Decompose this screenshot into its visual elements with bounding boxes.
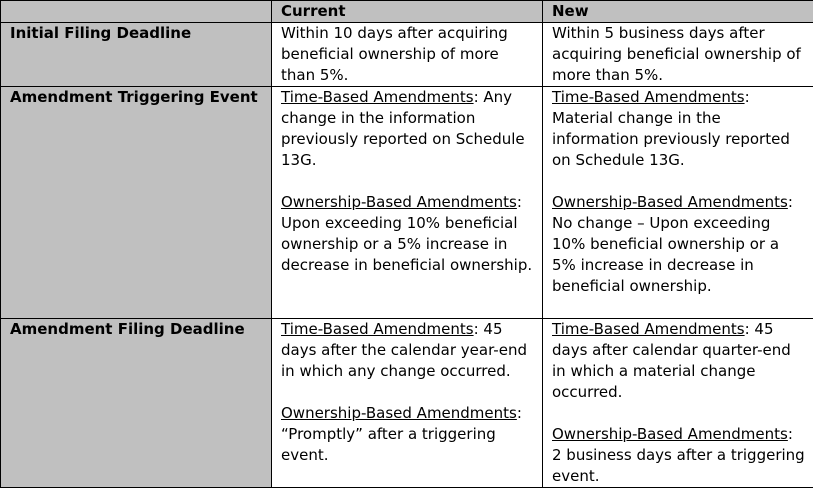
paragraph-ownership-based [552,192,805,297]
heading-time-based: Time-Based Amendments [552,88,745,106]
heading-time-based: Time-Based Amendments [552,320,745,338]
heading-ownership-based: Ownership-Based Amendments [281,404,517,422]
heading-ownership-based: Ownership-Based Amendments [552,425,788,443]
paragraph-ownership-based [281,403,534,466]
heading-time-based: Time-Based Amendments [281,320,474,338]
header-corner-cell [1,1,272,23]
cell-new-initial-filing: Within 5 business days after acquiring beneficial ownership of more than 5%. [543,23,813,87]
table-row [1,319,813,488]
heading-time-based: Time-Based Amendments [281,88,474,106]
heading-ownership-based: Ownership-Based Amendments [281,193,517,211]
paragraph-ownership-based [552,424,805,487]
text-time-based: : Material change in the information previously reported on Schedule 13G. [552,88,790,169]
text-ownership-based: : Upon exceeding 10% beneficial ownership or a 5% increase in decrease in beneficial ownership. [281,193,532,274]
header-row [1,1,813,23]
text-time-based: : 45 days after calendar quarter-end in which a material change occurred. [552,320,791,401]
table-row [1,87,813,319]
paragraph-gap [281,382,534,403]
paragraph-time-based [552,319,805,403]
header-new: New [543,1,813,23]
text-ownership-based: : “Promptly” after a triggering event. [281,404,522,464]
row-label-initial-filing-deadline: Initial Filing Deadline [1,23,272,87]
paragraph-gap [552,403,805,424]
cell-new-amendment-deadline [543,319,813,488]
paragraph-time-based [552,87,805,171]
paragraph-gap [281,171,534,192]
paragraph-time-based [281,87,534,171]
cell-new-amendment-trigger [543,87,813,319]
cell-current-amendment-trigger [272,87,543,319]
paragraph-gap [552,171,805,192]
row-label-amendment-triggering-event: Amendment Triggering Event [1,87,272,319]
cell-current-amendment-deadline [272,319,543,488]
paragraph-ownership-based [281,192,534,276]
text-time-based: : Any change in the information previously reported on Schedule 13G. [281,88,525,169]
table-row [1,23,813,87]
row-label-amendment-filing-deadline: Amendment Filing Deadline [1,319,272,488]
paragraph-time-based [281,319,534,382]
text-time-based: : 45 days after the calendar year-end in which any change occurred. [281,320,527,380]
cell-current-initial-filing: Within 10 days after acquiring beneficial ownership of more than 5%. [272,23,543,87]
text-ownership-based: : 2 business days after a triggering event. [552,425,805,485]
heading-ownership-based: Ownership-Based Amendments [552,193,788,211]
text-ownership-based: : No change – Upon exceeding 10% beneficial ownership or a 5% increase in decrease in beneficial ownership. [552,193,793,295]
header-current: Current [272,1,543,23]
